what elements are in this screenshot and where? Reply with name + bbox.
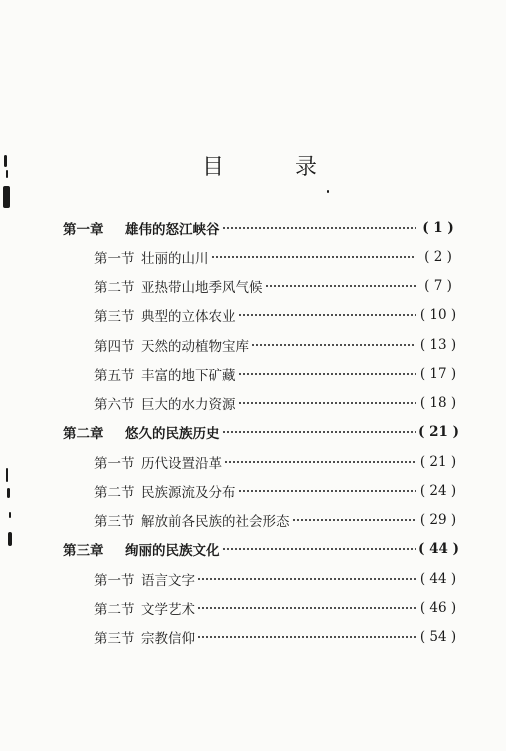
entry-title: 天然的动植物宝库 [141,339,249,355]
entry-page: ( 13 ) [419,337,457,353]
toc-section[interactable] [94,304,458,326]
toc-section[interactable] [94,363,458,385]
entry-title: 绚丽的民族文化 [125,543,220,559]
entry-label: 第二节 [94,280,135,296]
entry-title: 文学艺术 [141,602,195,618]
toc-section[interactable] [94,480,458,502]
leader-dots [292,518,417,522]
leader-dots [224,460,416,464]
toc-chapter-2[interactable] [63,421,458,443]
entry-page: ( 44 ) [419,571,457,587]
leader-dots [197,635,416,639]
entry-label: 第四节 [94,339,135,355]
scan-mark [3,186,10,208]
entry-page: ( 21 ) [418,424,459,440]
toc-chapter-1[interactable] [63,217,458,239]
scan-mark [7,488,10,498]
scan-mark [6,468,8,482]
entry-label: 第五节 [94,368,135,384]
entry-title: 悠久的民族历史 [125,426,220,442]
toc-section[interactable] [94,509,458,531]
entry-page: ( 44 ) [418,541,459,557]
entry-title: 宗教信仰 [141,631,195,647]
entry-label: 第二节 [94,602,135,618]
entry-title: 壮丽的山川 [141,251,209,267]
entry-title: 解放前各民族的社会形态 [141,514,290,530]
entry-title: 历代设置沿革 [141,456,222,472]
toc-section[interactable] [94,626,458,648]
entry-label: 第三节 [94,514,135,530]
leader-dots [222,430,417,434]
leader-dots [222,547,417,551]
scan-mark [9,512,11,518]
entry-label: 第一章 [63,222,104,238]
scan-mark [6,170,8,178]
entry-page: ( 18 ) [419,395,457,411]
leader-dots [238,489,417,493]
scan-mark [8,532,12,546]
entry-page: ( 2 ) [424,249,452,265]
leader-dots [197,577,416,581]
toc-section[interactable] [94,597,458,619]
leader-dots [238,313,417,317]
entry-page: ( 7 ) [424,278,452,294]
entry-title: 民族源流及分布 [141,485,236,501]
toc-section[interactable] [94,392,458,414]
leader-dots [222,226,417,230]
leader-dots [251,343,416,347]
entry-page: ( 17 ) [419,366,457,382]
entry-title: 亚热带山地季风气候 [141,280,263,296]
toc-section[interactable] [94,246,458,268]
leader-dots [211,255,417,259]
leader-dots [265,284,417,288]
entry-page: ( 10 ) [419,307,457,323]
entry-label: 第二节 [94,485,135,501]
leader-dots [238,401,417,405]
toc-chapter-3[interactable] [63,538,458,560]
entry-page: ( 46 ) [419,600,457,616]
toc-section[interactable] [94,334,458,356]
entry-label: 第二章 [63,426,104,442]
entry-label: 第一节 [94,251,135,267]
entry-label: 第三节 [94,309,135,325]
entry-title: 雄伟的怒江峡谷 [125,222,220,238]
entry-label: 第一节 [94,573,135,589]
entry-title: 典型的立体农业 [141,309,236,325]
scan-mark [327,190,329,193]
entry-page: ( 1 ) [422,220,454,236]
entry-label: 第一节 [94,456,135,472]
toc-section[interactable] [94,275,458,297]
leader-dots [238,372,417,376]
entry-title: 丰富的地下矿藏 [141,368,236,384]
entry-title: 巨大的水力资源 [141,397,236,413]
entry-page: ( 21 ) [419,454,457,470]
entry-page: ( 29 ) [419,512,457,528]
entry-label: 第三章 [63,543,104,559]
entry-page: ( 54 ) [419,629,457,645]
title-char-2: 录 [295,155,318,180]
entry-title: 语言文字 [141,573,195,589]
toc-section[interactable] [94,451,458,473]
title-char-1: 目 [202,155,225,180]
entry-label: 第三节 [94,631,135,647]
entry-page: ( 24 ) [419,483,457,499]
toc-section[interactable] [94,568,458,590]
leader-dots [197,606,416,610]
scan-mark [4,155,7,167]
entry-label: 第六节 [94,397,135,413]
